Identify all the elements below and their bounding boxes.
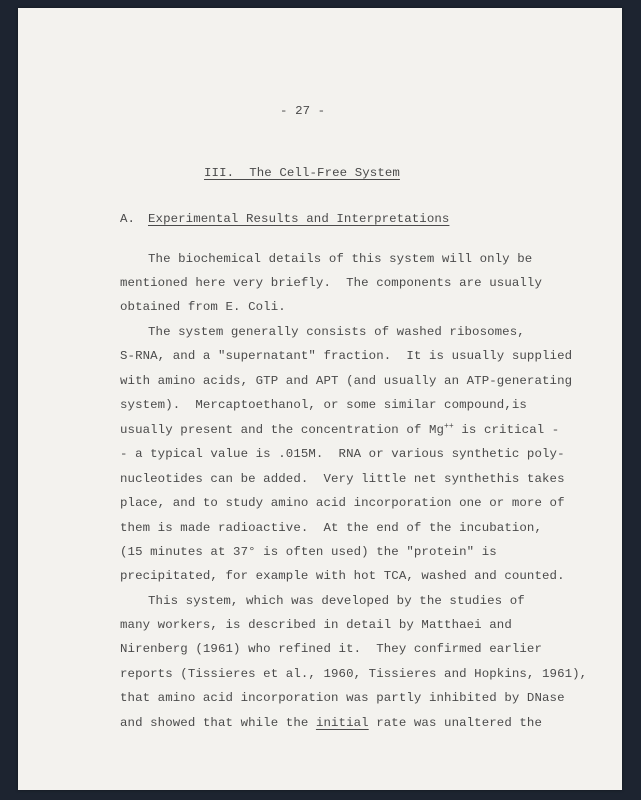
body-line: S-RNA, and a "supernatant" fraction. It is usually supplied (120, 349, 573, 363)
body-line: that amino acid incorporation was partly inhibited by DNase (120, 691, 565, 705)
body-line: The biochemical details of this system will only be (148, 252, 533, 266)
body-line: - a typical value is .015M. RNA or various synthetic poly- (120, 447, 565, 461)
body-line: Nirenberg (1961) who refined it. They confirmed earlier (120, 642, 542, 656)
last-line-tail: rate was unaltered the (368, 716, 543, 730)
body-line: This system, which was developed by the studies of (148, 594, 525, 608)
body-line: obtained from E. Coli. (120, 300, 286, 314)
body-line (120, 716, 542, 730)
body-line: with amino acids, GTP and APT (and usually an ATP-generating (120, 374, 573, 388)
body-line: (15 minutes at 37° is often used) the "protein" is (120, 545, 497, 559)
mg-superscript: ++ (444, 421, 454, 431)
section-label: A. (120, 212, 136, 226)
body-line: mentioned here very briefly. The components are usually (120, 276, 542, 290)
body-line: nucleotides can be added. Very little net synthethis takes (120, 472, 565, 486)
body-line: place, and to study amino acid incorporation one or more of (120, 496, 565, 510)
body-line: many workers, is described in detail by Matthaei and (120, 618, 512, 632)
body-line: precipitated, for example with hot TCA, washed and counted. (120, 569, 565, 583)
document-page (18, 8, 622, 790)
body-line: The system generally consists of washed ribosomes, (148, 325, 525, 339)
body-line: system). Mercaptoethanol, or some similar compound,is (120, 398, 527, 412)
last-line-start: and showed that while the (120, 716, 316, 730)
chapter-heading: III. The Cell-Free System (204, 166, 400, 180)
underlined-word: initial (315, 716, 369, 730)
mg-tail: is critical - (453, 423, 560, 437)
body-line: them is made radioactive. At the end of the incubation, (120, 521, 542, 535)
page-number: - 27 - (280, 104, 326, 118)
mg-text: usually present and the concentration of Mg (120, 423, 445, 437)
body-line: reports (Tissieres et al., 1960, Tissieres and Hopkins, 1961), (120, 667, 588, 681)
section-heading: Experimental Results and Interpretations (148, 212, 450, 226)
body-line (120, 423, 559, 437)
